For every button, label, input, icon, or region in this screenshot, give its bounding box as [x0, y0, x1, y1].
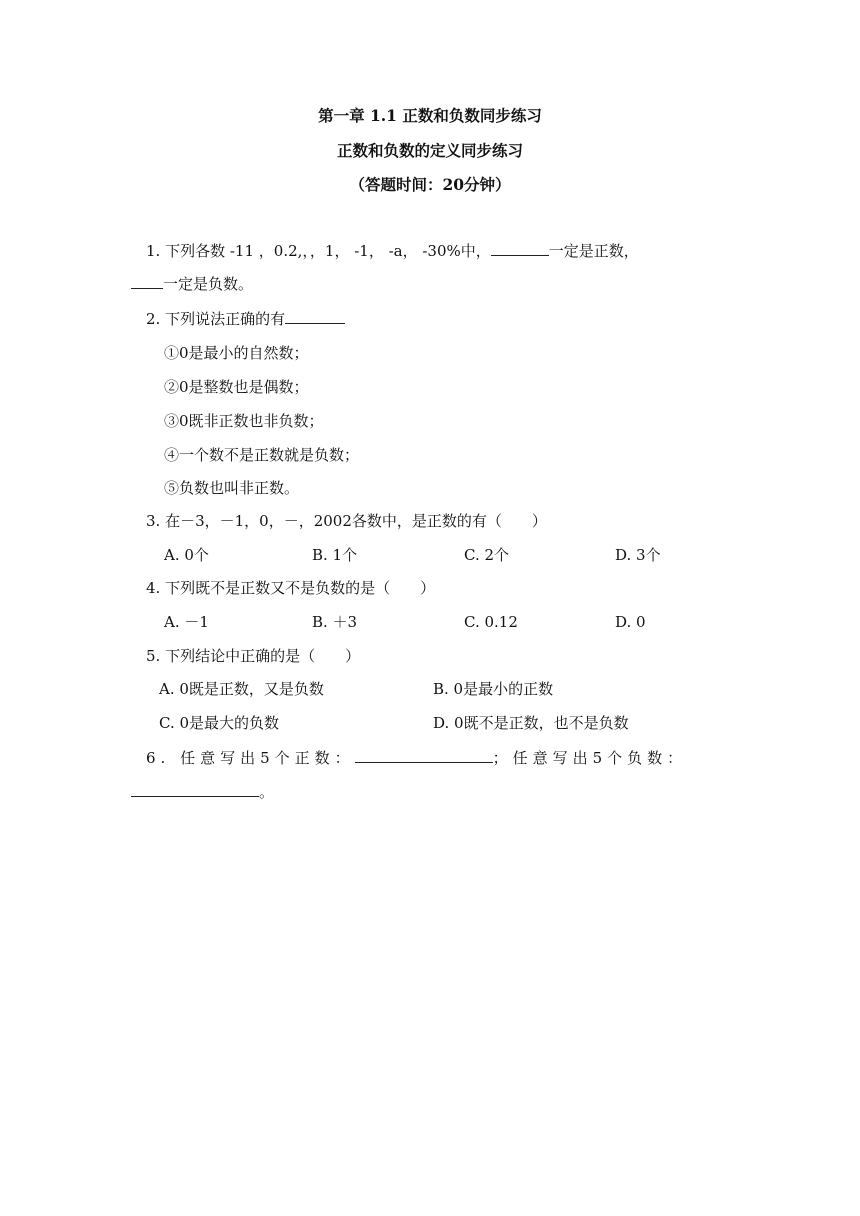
- question-6-line-1: [146, 748, 687, 768]
- question-5-option-c[interactable]: C. 0是最大的负数: [159, 714, 280, 732]
- question-5-option-b[interactable]: B. 0是最小的正数: [433, 680, 554, 698]
- question-1-negative-label: 一定是负数。: [163, 275, 254, 293]
- question-5-stem: 5. 下列结论中正确的是（ ）: [146, 647, 361, 665]
- question-1-line-2: [131, 274, 253, 294]
- question-4-option-b[interactable]: B. ＋3: [312, 613, 358, 631]
- question-3-option-d[interactable]: D. 3个: [615, 546, 661, 564]
- question-2-stem-line: [146, 309, 345, 329]
- question-2-item: ④一个数不是正数就是负数；: [164, 446, 360, 464]
- answer-blank-five-negative[interactable]: [131, 782, 259, 797]
- question-4-option-a[interactable]: A. －1: [164, 613, 209, 631]
- answer-blank-negative[interactable]: [131, 274, 163, 289]
- question-4-option-d[interactable]: D. 0: [615, 613, 646, 631]
- question-2-stem: 2. 下列说法正确的有: [146, 310, 286, 328]
- answer-blank-positive[interactable]: [491, 241, 549, 256]
- question-5-option-a[interactable]: A. 0既是正数，又是负数: [159, 680, 324, 698]
- question-2-item: ③0既非正数也非负数；: [164, 412, 324, 430]
- question-6-negative-prompt: ；任意写出5个负数：: [492, 749, 688, 767]
- question-6-end: 。: [259, 783, 275, 801]
- question-4-option-c[interactable]: C. 0.12: [464, 613, 518, 631]
- question-4-stem: 4. 下列既不是正数又不是负数的是（ ）: [146, 579, 436, 597]
- answer-blank-q2[interactable]: [285, 309, 345, 324]
- time-limit: （答题时间：20分钟）: [349, 175, 511, 194]
- question-2-item: ⑤负数也叫非正数。: [164, 479, 300, 497]
- question-3-stem: 3. 在－3，－1，0，－，2002各数中，是正数的有（ ）: [146, 512, 547, 530]
- question-3-option-c[interactable]: C. 2个: [464, 546, 510, 564]
- question-3-option-b[interactable]: B. 1个: [312, 546, 358, 564]
- question-6-line-2: [131, 782, 274, 802]
- question-3-option-a[interactable]: A. 0个: [164, 546, 209, 564]
- question-5-option-d[interactable]: D. 0既不是正数，也不是负数: [433, 714, 629, 732]
- question-1-line-1: [146, 241, 639, 261]
- question-2-item: ②0是整数也是偶数；: [164, 378, 309, 396]
- section-title: 正数和负数的定义同步练习: [336, 141, 523, 160]
- question-1-stem: 1. 下列各数 -11 ，0.2,，，1， -1， -a， -30%中，: [146, 242, 491, 260]
- chapter-title: 第一章 1.1 正数和负数同步练习: [318, 106, 542, 125]
- question-6-positive-prompt: 6. 任意写出5个正数：: [146, 749, 355, 767]
- answer-blank-five-positive[interactable]: [355, 748, 493, 763]
- question-1-positive-label: 一定是正数，: [548, 242, 639, 260]
- question-2-item: ①0是最小的自然数；: [164, 344, 309, 362]
